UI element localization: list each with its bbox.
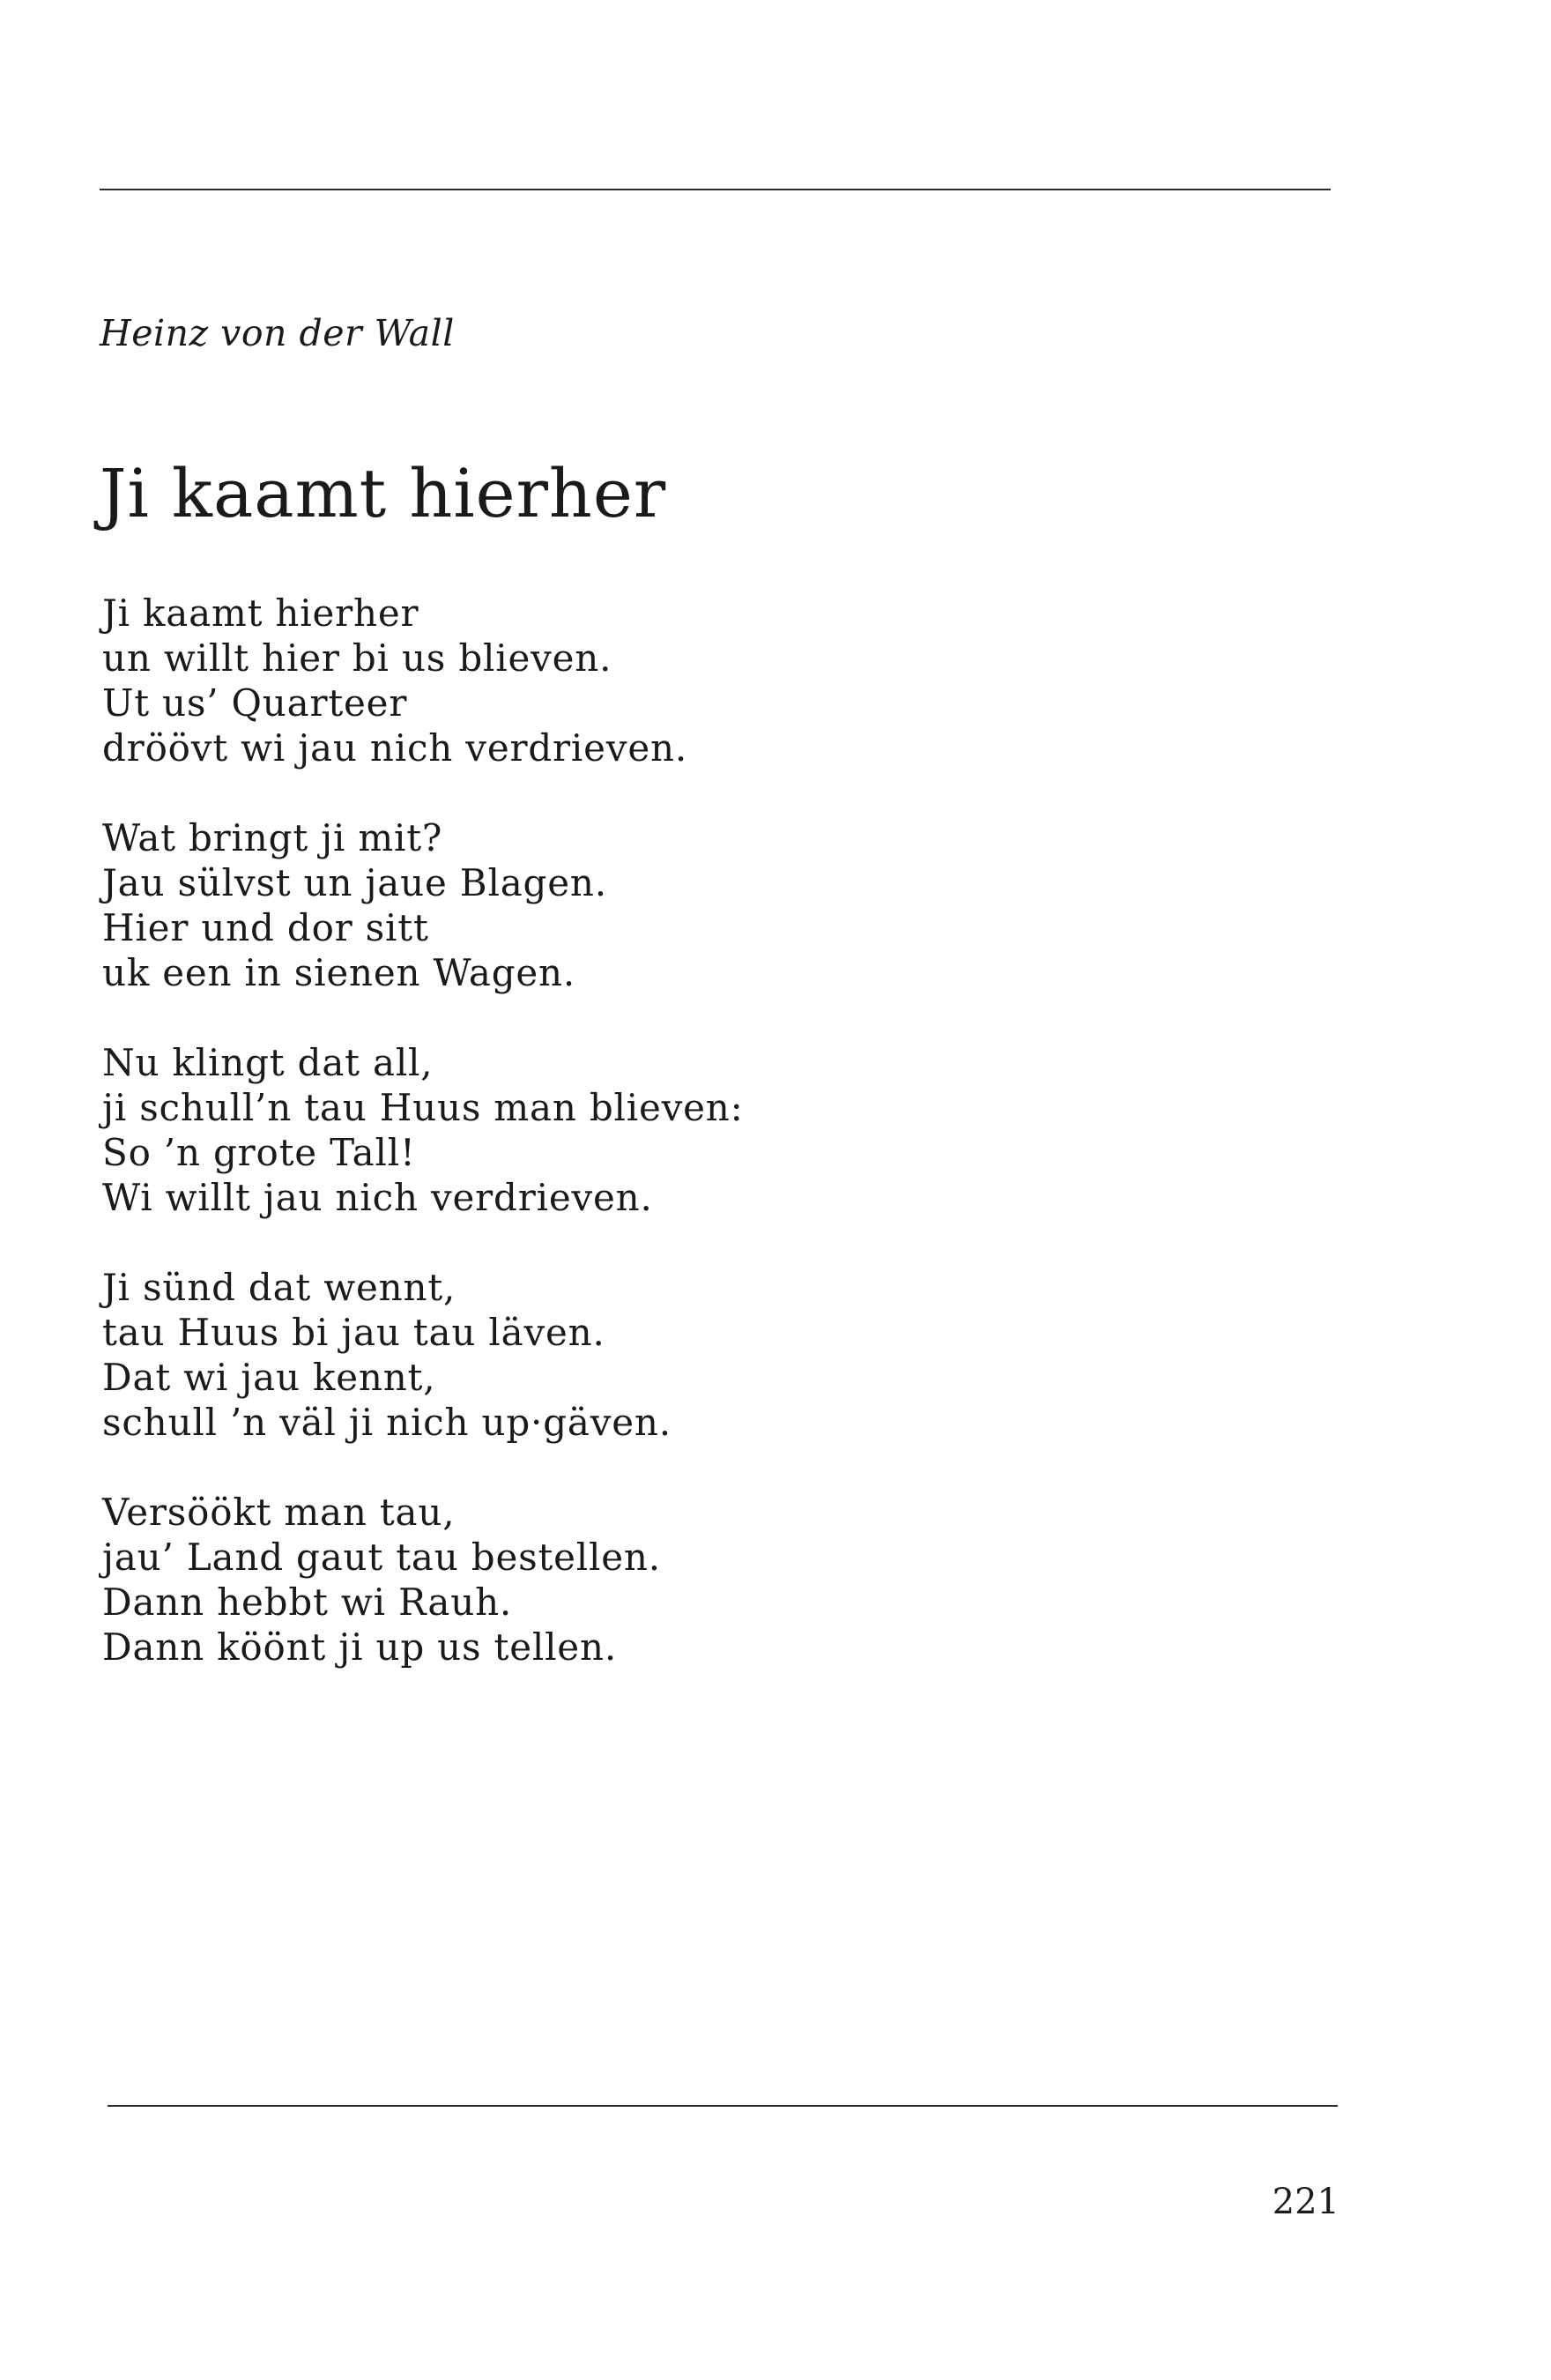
poem-line: Dann hebbt wi Rauh.	[102, 1580, 513, 1624]
poem-line: Jau sülvst un jaue Blagen.	[102, 861, 607, 904]
poem-line: Hier und dor sitt	[102, 906, 429, 949]
poem-line: Dann köönt ji up us tellen.	[102, 1625, 617, 1669]
poem-line: Dat wi jau kennt,	[102, 1356, 436, 1399]
poem-line: ji schull’n tau Huus man blieven:	[102, 1086, 744, 1129]
poem-line: jau’ Land gaut tau bestellen.	[102, 1536, 661, 1579]
author-name: Heinz von der Wall	[100, 312, 455, 354]
poem-line: Ji kaamt hierher	[102, 591, 419, 635]
poem-line: uk een in sienen Wagen.	[102, 951, 576, 994]
poem-line: Ut us’ Quarteer	[102, 681, 408, 725]
stanza-5	[102, 1490, 1248, 1670]
poem-line: un willt hier bi us blieven.	[102, 636, 612, 680]
poem-line: tau Huus bi jau tau läven.	[102, 1311, 605, 1354]
poem-line: dröövt wi jau nich verdrieven.	[102, 726, 687, 770]
poem-title: Ji kaamt hierher	[100, 454, 667, 532]
top-rule	[100, 189, 1331, 190]
poem-line: schull ’n väl ji nich up·gäven.	[102, 1401, 672, 1444]
poem-line: Wat bringt ji mit?	[102, 816, 443, 859]
bottom-rule	[108, 2105, 1338, 2107]
poem-line: So ’n grote Tall!	[102, 1131, 416, 1174]
poem-body	[102, 591, 1248, 1714]
poem-line: Versöökt man tau,	[102, 1491, 456, 1534]
poem-line: Wi willt jau nich verdrieven.	[102, 1176, 653, 1219]
stanza-1	[102, 591, 1248, 770]
page-number: 221	[1272, 2182, 1340, 2222]
stanza-3	[102, 1040, 1248, 1220]
stanza-2	[102, 815, 1248, 995]
poem-line: Ji sünd dat wennt,	[102, 1266, 456, 1309]
poem-line: Nu klingt dat all,	[102, 1041, 434, 1084]
stanza-4	[102, 1265, 1248, 1445]
